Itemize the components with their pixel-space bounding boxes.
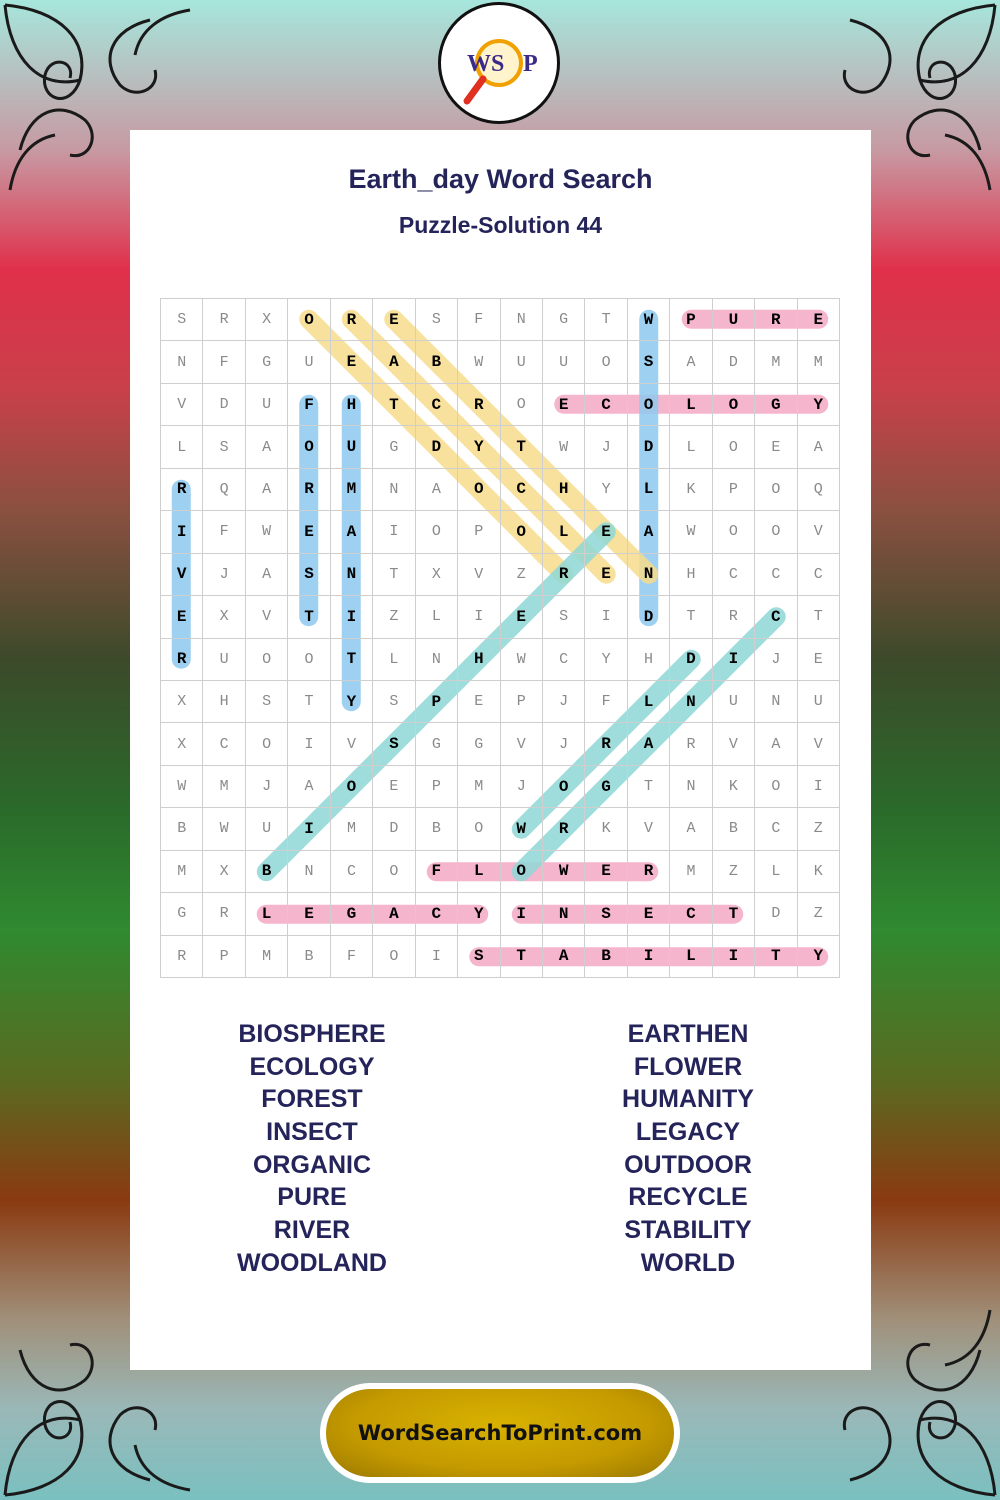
grid-cell[interactable]: N — [416, 639, 458, 681]
grid-cell[interactable]: C — [670, 893, 712, 935]
grid-cell[interactable]: Y — [458, 893, 500, 935]
grid-cell[interactable]: P — [670, 299, 712, 341]
grid-cell[interactable]: J — [543, 681, 585, 723]
grid-cell[interactable]: P — [416, 681, 458, 723]
grid-cell[interactable]: M — [755, 341, 797, 383]
grid-cell[interactable]: N — [288, 851, 330, 893]
grid-cell[interactable]: R — [543, 808, 585, 850]
grid-cell[interactable]: S — [543, 596, 585, 638]
grid-cell[interactable]: R — [288, 469, 330, 511]
grid-cell[interactable]: O — [713, 426, 755, 468]
word-list-item: RIVER — [273, 1216, 351, 1245]
grid-cell[interactable]: N — [628, 554, 670, 596]
magnifier-handle — [467, 79, 483, 101]
grid-cell[interactable]: P — [713, 469, 755, 511]
grid-cell[interactable]: S — [585, 893, 627, 935]
grid-cell[interactable]: O — [288, 426, 330, 468]
grid-cell[interactable]: F — [331, 936, 373, 978]
grid-cell[interactable]: H — [628, 639, 670, 681]
grid-cell[interactable]: L — [543, 511, 585, 553]
grid-cell[interactable]: V — [458, 554, 500, 596]
grid-cell[interactable]: C — [416, 893, 458, 935]
grid-cell[interactable]: V — [628, 808, 670, 850]
grid-cell[interactable]: L — [628, 469, 670, 511]
grid-cell[interactable]: M — [331, 469, 373, 511]
grid-cell[interactable]: A — [246, 469, 288, 511]
grid-cell[interactable]: X — [161, 681, 203, 723]
grid-cell[interactable]: P — [416, 766, 458, 808]
word-list-item: RECYCLE — [628, 1183, 748, 1212]
grid-cell[interactable]: T — [501, 936, 543, 978]
grid-cell[interactable]: S — [161, 299, 203, 341]
grid-cell[interactable]: V — [798, 723, 840, 765]
grid-cell[interactable]: P — [458, 511, 500, 553]
grid-cell[interactable]: V — [501, 723, 543, 765]
word-list-item: HUMANITY — [622, 1085, 754, 1114]
grid-cell[interactable]: J — [246, 766, 288, 808]
grid-cell[interactable]: U — [543, 341, 585, 383]
grid-cell[interactable]: T — [798, 596, 840, 638]
grid-cell[interactable]: C — [585, 384, 627, 426]
grid-cell[interactable]: Y — [458, 426, 500, 468]
grid-cell[interactable]: J — [585, 426, 627, 468]
grid-cell[interactable]: J — [755, 639, 797, 681]
grid-cell[interactable]: O — [628, 384, 670, 426]
grid-cell[interactable]: T — [288, 596, 330, 638]
grid-cell[interactable]: I — [331, 596, 373, 638]
grid-cell[interactable]: V — [246, 596, 288, 638]
grid-cell[interactable]: J — [203, 554, 245, 596]
grid-cell[interactable]: J — [501, 766, 543, 808]
grid-cell[interactable]: V — [161, 384, 203, 426]
page-title: Earth_day Word Search — [348, 164, 653, 194]
grid-cell[interactable]: E — [628, 893, 670, 935]
grid-cell[interactable]: O — [416, 511, 458, 553]
grid-cell[interactable]: L — [670, 936, 712, 978]
grid-cell[interactable]: F — [288, 384, 330, 426]
grid-cell[interactable]: E — [755, 426, 797, 468]
grid-cell[interactable]: G — [373, 426, 415, 468]
grid-cell[interactable]: G — [755, 384, 797, 426]
grid-cell[interactable]: S — [288, 554, 330, 596]
grid-cell[interactable]: A — [373, 341, 415, 383]
grid-cell[interactable]: E — [585, 554, 627, 596]
grid-cell[interactable]: Z — [713, 851, 755, 893]
grid-cell[interactable]: L — [670, 384, 712, 426]
grid-cell[interactable]: B — [416, 341, 458, 383]
grid-cell[interactable]: X — [203, 596, 245, 638]
grid-cell[interactable]: O — [246, 723, 288, 765]
grid-cell[interactable]: U — [246, 808, 288, 850]
grid-cell[interactable]: O — [543, 766, 585, 808]
grid-cell[interactable]: O — [288, 299, 330, 341]
grid-cell[interactable]: D — [628, 596, 670, 638]
footer-site-link[interactable]: WordSearchToPrint.com — [357, 1421, 643, 1445]
grid-cell[interactable]: K — [798, 851, 840, 893]
word-search-grid — [160, 298, 840, 978]
word-list-item: FLOWER — [633, 1052, 743, 1081]
grid-cell[interactable]: O — [458, 808, 500, 850]
logo-letter-w: W — [467, 51, 491, 77]
footer-badge — [320, 1383, 680, 1483]
grid-cell[interactable]: Y — [798, 384, 840, 426]
grid-cell[interactable]: A — [628, 511, 670, 553]
grid-cell[interactable]: S — [458, 936, 500, 978]
grid-cell[interactable]: N — [670, 766, 712, 808]
grid-cell[interactable]: W — [501, 639, 543, 681]
grid-cell[interactable]: L — [458, 851, 500, 893]
footer-badge-inner[interactable] — [326, 1389, 674, 1477]
grid-cell[interactable]: B — [585, 936, 627, 978]
grid-cell[interactable]: T — [373, 554, 415, 596]
grid-cell[interactable]: W — [458, 341, 500, 383]
grid-cell[interactable]: R — [161, 639, 203, 681]
grid-cell[interactable]: Z — [798, 893, 840, 935]
grid-cell[interactable]: S — [246, 681, 288, 723]
grid-cell[interactable]: M — [670, 851, 712, 893]
grid-cell[interactable]: G — [585, 766, 627, 808]
grid-cell[interactable]: E — [543, 384, 585, 426]
grid-cell[interactable]: H — [331, 384, 373, 426]
grid-cell[interactable]: C — [501, 469, 543, 511]
grid-cell[interactable]: A — [331, 511, 373, 553]
grid-cell[interactable]: H — [543, 469, 585, 511]
grid-cell[interactable]: I — [416, 936, 458, 978]
grid-cell[interactable]: N — [161, 341, 203, 383]
grid-cell[interactable]: E — [501, 596, 543, 638]
grid-cell[interactable]: R — [713, 596, 755, 638]
grid-cell[interactable]: U — [501, 341, 543, 383]
grid-cell[interactable]: S — [373, 723, 415, 765]
grid-cell[interactable]: W — [501, 808, 543, 850]
grid-cell[interactable]: W — [670, 511, 712, 553]
grid-cell[interactable]: R — [585, 723, 627, 765]
grid-cell[interactable]: U — [288, 341, 330, 383]
grid-cell[interactable]: U — [246, 384, 288, 426]
grid-cell[interactable]: D — [713, 341, 755, 383]
grid-cell[interactable]: O — [246, 639, 288, 681]
grid-cell[interactable]: D — [373, 808, 415, 850]
grid-cell[interactable]: B — [246, 851, 288, 893]
grid-cell[interactable]: N — [373, 469, 415, 511]
grid-cell[interactable]: C — [755, 596, 797, 638]
grid-cell[interactable]: N — [670, 681, 712, 723]
word-list-item: LEGACY — [635, 1118, 741, 1147]
grid-cell[interactable]: I — [373, 511, 415, 553]
grid-cell[interactable]: D — [670, 639, 712, 681]
grid-cell[interactable]: V — [161, 554, 203, 596]
grid-cell[interactable]: B — [288, 936, 330, 978]
grid-cell[interactable]: Y — [585, 469, 627, 511]
grid-cell[interactable]: Z — [373, 596, 415, 638]
grid-cell[interactable]: U — [713, 681, 755, 723]
word-list-item: ORGANIC — [252, 1150, 372, 1179]
grid-cell[interactable]: W — [543, 851, 585, 893]
grid-cell[interactable]: P — [203, 936, 245, 978]
grid-cell[interactable]: F — [203, 511, 245, 553]
grid-cell[interactable]: R — [628, 851, 670, 893]
grid-cell[interactable]: A — [670, 808, 712, 850]
grid-cell[interactable]: G — [331, 893, 373, 935]
grid-cell[interactable]: Q — [203, 469, 245, 511]
grid-cell[interactable]: T — [628, 766, 670, 808]
grid-cell[interactable]: T — [331, 639, 373, 681]
grid-cell[interactable]: O — [373, 936, 415, 978]
grid-cell[interactable]: R — [543, 554, 585, 596]
grid-cell[interactable]: S — [628, 341, 670, 383]
grid-cell[interactable]: X — [161, 723, 203, 765]
grid-cell[interactable]: U — [331, 426, 373, 468]
grid-cell[interactable]: X — [203, 851, 245, 893]
grid-cell[interactable]: W — [246, 511, 288, 553]
grid-cell[interactable]: O — [501, 851, 543, 893]
grid-cell[interactable]: X — [246, 299, 288, 341]
grid-cell[interactable]: C — [331, 851, 373, 893]
grid-cell[interactable]: L — [628, 681, 670, 723]
grid-cell[interactable]: N — [755, 681, 797, 723]
grid-cell[interactable]: A — [755, 723, 797, 765]
grid-cell[interactable]: A — [373, 893, 415, 935]
grid-cell[interactable]: A — [628, 723, 670, 765]
grid-cell[interactable]: R — [161, 936, 203, 978]
grid-cell[interactable]: E — [798, 299, 840, 341]
word-list-item: BIOSPHERE — [238, 1020, 386, 1048]
grid-cell[interactable]: O — [755, 766, 797, 808]
grid-cell[interactable]: L — [416, 596, 458, 638]
grid-cell[interactable]: B — [713, 808, 755, 850]
grid-cell[interactable]: L — [246, 893, 288, 935]
grid-cell[interactable]: I — [288, 808, 330, 850]
word-list-item: ECOLOGY — [249, 1052, 375, 1081]
grid-cell[interactable]: U — [798, 681, 840, 723]
grid-cell[interactable]: I — [458, 596, 500, 638]
grid-cell[interactable]: I — [161, 511, 203, 553]
grid-cell[interactable]: F — [585, 681, 627, 723]
word-list-item: PURE — [277, 1183, 347, 1212]
grid-cell[interactable]: H — [203, 681, 245, 723]
grid-cell[interactable]: X — [416, 554, 458, 596]
grid-cell[interactable]: O — [373, 851, 415, 893]
grid-cell[interactable]: A — [246, 554, 288, 596]
grid-cell[interactable]: D — [203, 384, 245, 426]
grid-cell[interactable]: N — [501, 299, 543, 341]
grid-cell[interactable]: N — [331, 554, 373, 596]
grid-cell[interactable]: M — [246, 936, 288, 978]
grid-cell[interactable]: G — [246, 341, 288, 383]
grid-cell[interactable]: E — [585, 851, 627, 893]
grid-cell[interactable]: S — [416, 299, 458, 341]
word-list-item: INSECT — [266, 1118, 358, 1147]
grid-cell[interactable]: S — [203, 426, 245, 468]
grid-cell[interactable]: R — [670, 723, 712, 765]
grid-cell[interactable]: B — [161, 808, 203, 850]
grid-cell[interactable]: W — [543, 426, 585, 468]
grid-cell[interactable]: E — [288, 511, 330, 553]
grid-cell[interactable]: I — [713, 936, 755, 978]
grid-cell[interactable]: M — [331, 808, 373, 850]
grid-cell[interactable]: C — [798, 554, 840, 596]
grid-cell[interactable]: T — [713, 893, 755, 935]
logo-letter-p: P — [523, 51, 538, 77]
grid-cell[interactable]: T — [755, 936, 797, 978]
wsp-logo — [438, 2, 560, 124]
grid-cell[interactable]: J — [543, 723, 585, 765]
grid-cell[interactable]: C — [755, 554, 797, 596]
grid-cell[interactable]: V — [331, 723, 373, 765]
grid-cell[interactable]: O — [713, 511, 755, 553]
grid-cell[interactable]: E — [373, 299, 415, 341]
logo-letter-s: S — [491, 51, 505, 77]
grid-cell[interactable]: V — [713, 723, 755, 765]
grid-cell[interactable]: W — [628, 299, 670, 341]
grid-cell[interactable]: K — [585, 808, 627, 850]
grid-cell[interactable]: M — [203, 766, 245, 808]
grid-cell[interactable]: B — [416, 808, 458, 850]
grid-cell[interactable]: I — [628, 936, 670, 978]
grid-cell[interactable]: O — [331, 766, 373, 808]
grid-cell[interactable]: W — [203, 808, 245, 850]
word-list-item: EARTHEN — [627, 1020, 749, 1048]
grid-cell[interactable]: I — [798, 766, 840, 808]
grid-cell[interactable]: U — [203, 639, 245, 681]
grid-cell[interactable]: U — [713, 299, 755, 341]
grid-cell[interactable]: T — [670, 596, 712, 638]
grid-cell[interactable]: C — [543, 639, 585, 681]
grid-cell[interactable]: I — [288, 723, 330, 765]
grid-cell[interactable]: T — [373, 384, 415, 426]
grid-cell[interactable]: A — [798, 426, 840, 468]
grid-cell[interactable]: L — [161, 426, 203, 468]
grid-cell[interactable]: M — [798, 341, 840, 383]
grid-cell[interactable]: O — [755, 469, 797, 511]
grid-cell[interactable]: M — [161, 851, 203, 893]
grid-cell[interactable]: W — [161, 766, 203, 808]
grid-cell[interactable]: Y — [798, 936, 840, 978]
grid-cell[interactable]: L — [373, 639, 415, 681]
grid-cell[interactable]: K — [713, 766, 755, 808]
grid-cell[interactable]: Y — [585, 639, 627, 681]
grid-cell[interactable]: Y — [331, 681, 373, 723]
grid-cell[interactable]: O — [585, 341, 627, 383]
grid-cell[interactable]: O — [288, 639, 330, 681]
grid-cell[interactable]: L — [670, 426, 712, 468]
letter-grid — [160, 298, 840, 978]
grid-cell[interactable]: G — [458, 723, 500, 765]
grid-cell[interactable]: S — [373, 681, 415, 723]
grid-cell[interactable]: R — [755, 299, 797, 341]
grid-cell[interactable]: I — [713, 639, 755, 681]
grid-cell[interactable]: E — [798, 639, 840, 681]
word-list-item: OUTDOOR — [624, 1150, 752, 1179]
grid-cell[interactable]: I — [501, 893, 543, 935]
grid-cell[interactable]: M — [458, 766, 500, 808]
grid-cell[interactable]: F — [416, 851, 458, 893]
grid-cell[interactable]: O — [458, 469, 500, 511]
word-list-item: FOREST — [261, 1085, 363, 1114]
word-list-item: WORLD — [640, 1248, 736, 1277]
grid-cell[interactable]: A — [416, 469, 458, 511]
grid-cell[interactable]: O — [713, 384, 755, 426]
page-subtitle: Puzzle-Solution 44 — [398, 212, 603, 238]
grid-cell[interactable]: O — [501, 384, 543, 426]
grid-cell[interactable]: E — [373, 766, 415, 808]
grid-cell[interactable]: F — [458, 299, 500, 341]
grid-cell[interactable]: R — [203, 893, 245, 935]
grid-cell[interactable]: C — [755, 808, 797, 850]
grid-cell[interactable]: G — [416, 723, 458, 765]
grid-cell[interactable]: P — [501, 681, 543, 723]
grid-cell[interactable]: A — [246, 426, 288, 468]
grid-cell[interactable]: Z — [798, 808, 840, 850]
grid-cell[interactable]: A — [670, 341, 712, 383]
grid-cell[interactable]: E — [161, 596, 203, 638]
grid-cell[interactable]: H — [670, 554, 712, 596]
grid-cell[interactable]: R — [161, 469, 203, 511]
grid-cell[interactable]: T — [288, 681, 330, 723]
grid-cell[interactable]: O — [755, 511, 797, 553]
grid-cell[interactable]: G — [543, 299, 585, 341]
grid-cell[interactable]: H — [458, 639, 500, 681]
grid-cell[interactable]: D — [755, 893, 797, 935]
grid-cell[interactable]: T — [501, 426, 543, 468]
word-list-left — [162, 1018, 462, 1280]
grid-cell[interactable]: R — [331, 299, 373, 341]
word-list-item: WOODLAND — [237, 1248, 387, 1277]
grid-cell[interactable]: E — [585, 511, 627, 553]
grid-cell[interactable]: K — [670, 469, 712, 511]
grid-cell[interactable]: C — [203, 723, 245, 765]
grid-cell[interactable]: A — [543, 936, 585, 978]
grid-cell[interactable]: G — [161, 893, 203, 935]
grid-cell[interactable]: Q — [798, 469, 840, 511]
word-list-item: STABILITY — [624, 1216, 752, 1245]
grid-cell[interactable]: C — [416, 384, 458, 426]
grid-cell[interactable]: O — [501, 511, 543, 553]
grid-cell[interactable]: Z — [501, 554, 543, 596]
grid-cell[interactable]: V — [798, 511, 840, 553]
word-list-right — [538, 1018, 838, 1280]
grid-cell[interactable]: T — [585, 299, 627, 341]
grid-cell[interactable]: I — [585, 596, 627, 638]
grid-cell[interactable]: E — [458, 681, 500, 723]
grid-cell[interactable]: E — [331, 341, 373, 383]
grid-cell[interactable]: E — [288, 893, 330, 935]
grid-cell[interactable]: F — [203, 341, 245, 383]
grid-cell[interactable]: D — [416, 426, 458, 468]
grid-cell[interactable]: A — [288, 766, 330, 808]
grid-cell[interactable]: N — [543, 893, 585, 935]
grid-cell[interactable]: C — [713, 554, 755, 596]
grid-cell[interactable]: R — [203, 299, 245, 341]
grid-cell[interactable]: R — [458, 384, 500, 426]
grid-cell[interactable]: L — [755, 851, 797, 893]
grid-cell[interactable]: D — [628, 426, 670, 468]
